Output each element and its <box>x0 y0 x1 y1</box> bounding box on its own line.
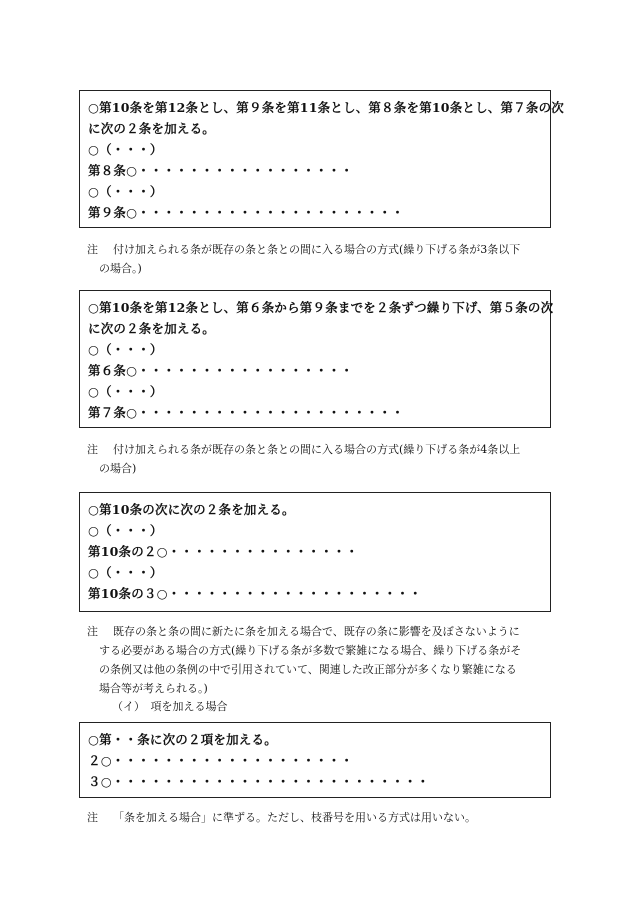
box-line: 第６条○・・・・・・・・・・・・・・・・・ <box>88 363 354 378</box>
box-line: 第10条の３○・・・・・・・・・・・・・・・・・・・・ <box>88 586 422 601</box>
note-line <box>87 240 559 259</box>
box-line: ○（・・・） <box>88 384 163 399</box>
box-line: ○第10条を第12条とし、第９条を第11条とし、第８条を第10条とし、第７条の次 <box>88 100 564 115</box>
note-text: 「条を加える場合」に準ずる。ただし、枝番号を用いる方式は用いない。 <box>113 811 476 824</box>
amendment-box-4 <box>79 722 551 798</box>
box-line: に次の２条を加える。 <box>88 121 216 136</box>
box-line: ○第10条を第12条とし、第６条から第９条までを２条ずつ繰り下げ、第５条の次 <box>88 300 554 315</box>
note-mark: 注 <box>87 243 98 256</box>
box-line: ○（・・・） <box>88 523 163 538</box>
amendment-box-3 <box>79 492 551 612</box>
box-line: ○（・・・） <box>88 342 163 357</box>
note-line: する必要がある場合の方式(繰り下げる条が多数で繁雑になる場合、繰り下げる条がそ <box>99 644 522 657</box>
note-text: 付け加えられる条が既存の条と条との間に入る場合の方式(繰り下げる条が4条以上 <box>113 443 521 456</box>
box-line: ○（・・・） <box>88 184 163 199</box>
box-line: ○（・・・） <box>88 142 163 157</box>
box-line: ○（・・・） <box>88 565 163 580</box>
note-line <box>87 440 559 459</box>
note-line <box>87 622 559 641</box>
amendment-box-2 <box>79 290 554 428</box>
box-line: 第８条○・・・・・・・・・・・・・・・・・ <box>88 163 354 178</box>
note-mark: 注 <box>87 625 98 638</box>
box-line: に次の２条を加える。 <box>88 321 216 336</box>
box-line: ○第10条の次に次の２条を加える。 <box>88 502 295 517</box>
box-line: 第７条○・・・・・・・・・・・・・・・・・・・・・ <box>88 405 404 420</box>
note-text: 付け加えられる条が既存の条と条との間に入る場合の方式(繰り下げる条が3条以下 <box>113 243 521 256</box>
note-line: の条例又は他の条例の中で引用されていて、関連した改正部分が多くなり繁雑になる <box>99 663 517 676</box>
note-3 <box>87 622 559 698</box>
note-text: 既存の条と条の間に新たに条を加える場合で、既存の条に影響を及ぼさないように <box>113 625 520 638</box>
box-line: ３○・・・・・・・・・・・・・・・・・・・・・・・・・ <box>88 774 430 789</box>
note-line: の場合) <box>99 462 137 475</box>
box-line: 第９条○・・・・・・・・・・・・・・・・・・・・・ <box>88 205 404 220</box>
note-mark: 注 <box>87 811 98 824</box>
note-4 <box>87 808 559 827</box>
amendment-box-1 <box>79 90 564 228</box>
note-line <box>87 808 559 827</box>
note-2 <box>87 440 559 478</box>
section-heading: （イ） 項を加える場合 <box>112 700 228 713</box>
note-1 <box>87 240 559 278</box>
note-line: 場合等が考えられる。) <box>99 682 208 695</box>
box-line: ○第・・条に次の２項を加える。 <box>88 732 277 747</box>
box-line: ２○・・・・・・・・・・・・・・・・・・・ <box>88 753 354 768</box>
box-line: 第10条の２○・・・・・・・・・・・・・・・ <box>88 544 359 559</box>
note-line: の場合。) <box>99 262 142 275</box>
note-mark: 注 <box>87 443 98 456</box>
